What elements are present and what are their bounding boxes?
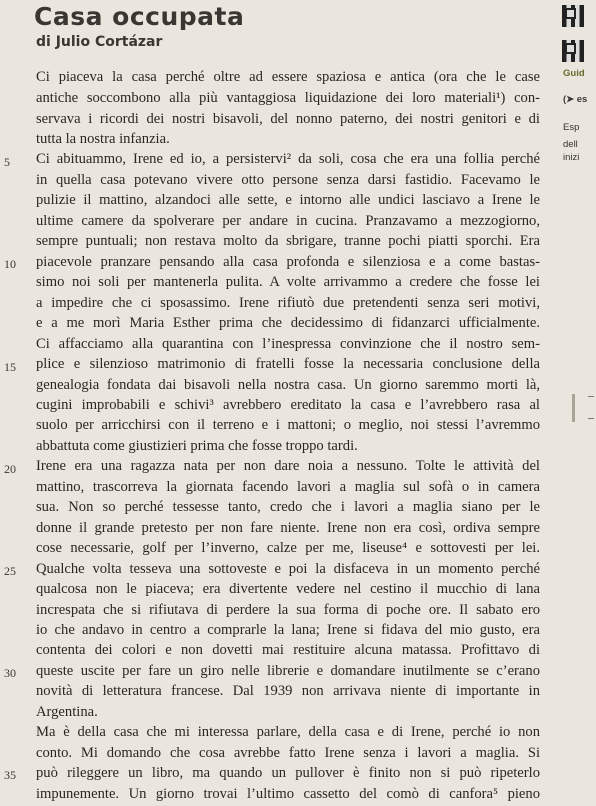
text-line: Ma è della casa che mi interessa parlare, della casa e di Irene, perché io non: [36, 724, 540, 740]
line-number: 5: [4, 155, 10, 169]
sidebar-guide-label: Guid: [563, 68, 585, 79]
story-title: Casa occupata: [34, 2, 245, 31]
text-line: Irene era una ragazza nata per non dare noia a nessuno. Tolte le attività del: [36, 458, 540, 474]
text-line: plice e silenzioso matrimonio di fratelli fosse la necessaria conclusione della: [36, 356, 540, 372]
text-line: servava i ricordi dei nostri bisavoli, del nonno paterno, dei nostri genitori e di: [36, 111, 540, 127]
qr-code-icon: [562, 40, 584, 62]
text-line: Ci abituammo, Irene ed io, a persistervi² da soli, cosa che era una follia perché: [36, 151, 540, 167]
line-number: 35: [4, 768, 16, 782]
text-line: Ci affacciamo alla quarantina con l’inespressa convinzione che il nostro sem-: [36, 336, 540, 352]
text-line: antiche soccombono alla più vantaggiosa liquidazione dei loro materiali¹) con-: [36, 90, 540, 106]
line-number: 30: [4, 666, 16, 680]
text-line: impunemente. Un giorno trovai l’ultimo cassetto del comò di canfora⁵ pieno: [36, 786, 540, 802]
margin-tick: [588, 396, 594, 397]
margin-tick: [588, 418, 594, 419]
text-line: tutta la nostra infanzia.: [36, 131, 170, 147]
text-line: e a me morì Maria Esther prima che decidessimo di fidanzarci ufficialmente.: [36, 315, 540, 331]
text-line: può rileggere un libro, ma quando un pullover è finito non si può ripeterlo: [36, 765, 540, 781]
sidebar-inizi: inizi: [563, 152, 580, 163]
sidebar-arrow-label: (➤ es: [563, 94, 588, 105]
sidebar-esp: Esp: [563, 122, 580, 133]
text-line: pulizie il mattino, alzandoci alle sette, e intorno alle undici lasciavo a Irene le: [36, 192, 540, 208]
margin-bar: [572, 394, 575, 422]
text-line: io che andavo in centro a comprarle la lana; Irene si fidava del mio gusto, era: [36, 622, 540, 638]
text-line: contenta dei colori e non dovetti mai restituire alcuna matassa. Profittavo di: [36, 642, 540, 658]
text-line: conto. Mi domando che cosa avrebbe fatto Irene senza i lavori a maglia. Si: [36, 745, 540, 761]
line-number: 10: [4, 257, 16, 271]
text-line: Argentina.: [36, 704, 98, 720]
text-line: suolo per arricchirsi con il terreno e i mattoni; o meglio, noi stessi l’avremmo: [36, 417, 540, 433]
text-line: cugini improbabili e schivi³ avrebbero ereditato la casa e l’avrebbero rasa al: [36, 397, 540, 413]
text-line: donne il grande pretesto per non fare niente. Irene non era così, ordiva sempre: [36, 520, 540, 536]
line-number: 15: [4, 360, 16, 374]
text-line: mattino, trascorreva la giornata facendo lavori a maglia sul sofà o in camera: [36, 479, 540, 495]
text-line: Qualche volta tesseva una sottoveste e poi la disfaceva in un momento perché: [36, 561, 540, 577]
sidebar-dell: dell: [563, 139, 578, 150]
text-line: cose necessarie, golf per l’inverno, calze per me, liseuse⁴ e sottovesti per lei.: [36, 540, 540, 556]
text-line: sempre puntuali; non restava molto da sbrigare, tranne pochi piatti sporchi. Era: [36, 233, 540, 249]
text-line: piacevole pranzare pensando alla casa profonda e silenziosa e a come bastas-: [36, 254, 540, 270]
text-line: abbattuta come giustizieri prima che fosse troppo tardi.: [36, 438, 358, 454]
text-line: sua. Non so perché tessesse tanto, credo che i lavori a maglia siano per le: [36, 499, 540, 515]
text-line: a impedire che ci sposassimo. Irene rifiutò due pretendenti senza seri motivi,: [36, 295, 540, 311]
text-line: ultime camere da spolverare per andare in cucina. Pranzavamo a mezzogiorno,: [36, 213, 540, 229]
story-author: di Julio Cortázar: [36, 34, 163, 50]
text-line: in quella casa potevano vivere otto persone senza darsi fastidio. Facevamo le: [36, 172, 540, 188]
text-line: Ci piaceva la casa perché oltre ad essere spaziosa e antica (ora che le case: [36, 69, 540, 85]
text-line: queste uscite per fare un giro nelle librerie e domandare inutilmente se c’erano: [36, 663, 540, 679]
text-line: simo noi soli per mantenerla pulita. A volte arrivammo a credere che fosse lei: [36, 274, 540, 290]
text-line: qualcosa non le piaceva; era divertente vedere nel cestino il mucchio di lana: [36, 581, 540, 597]
line-number: 25: [4, 564, 16, 578]
text-line: increspata che si rifiutava di perdere la sua forma di poche ore. Il sabato ero: [36, 602, 540, 618]
line-number: 20: [4, 462, 16, 476]
text-line: novità di letteratura francese. Dal 1939 non arrivava niente di importante in: [36, 683, 540, 699]
qr-code-icon: [562, 5, 584, 27]
text-line: genealogia fondata dai bisavoli nella nostra casa. Un giorno saremmo morti là,: [36, 377, 540, 393]
